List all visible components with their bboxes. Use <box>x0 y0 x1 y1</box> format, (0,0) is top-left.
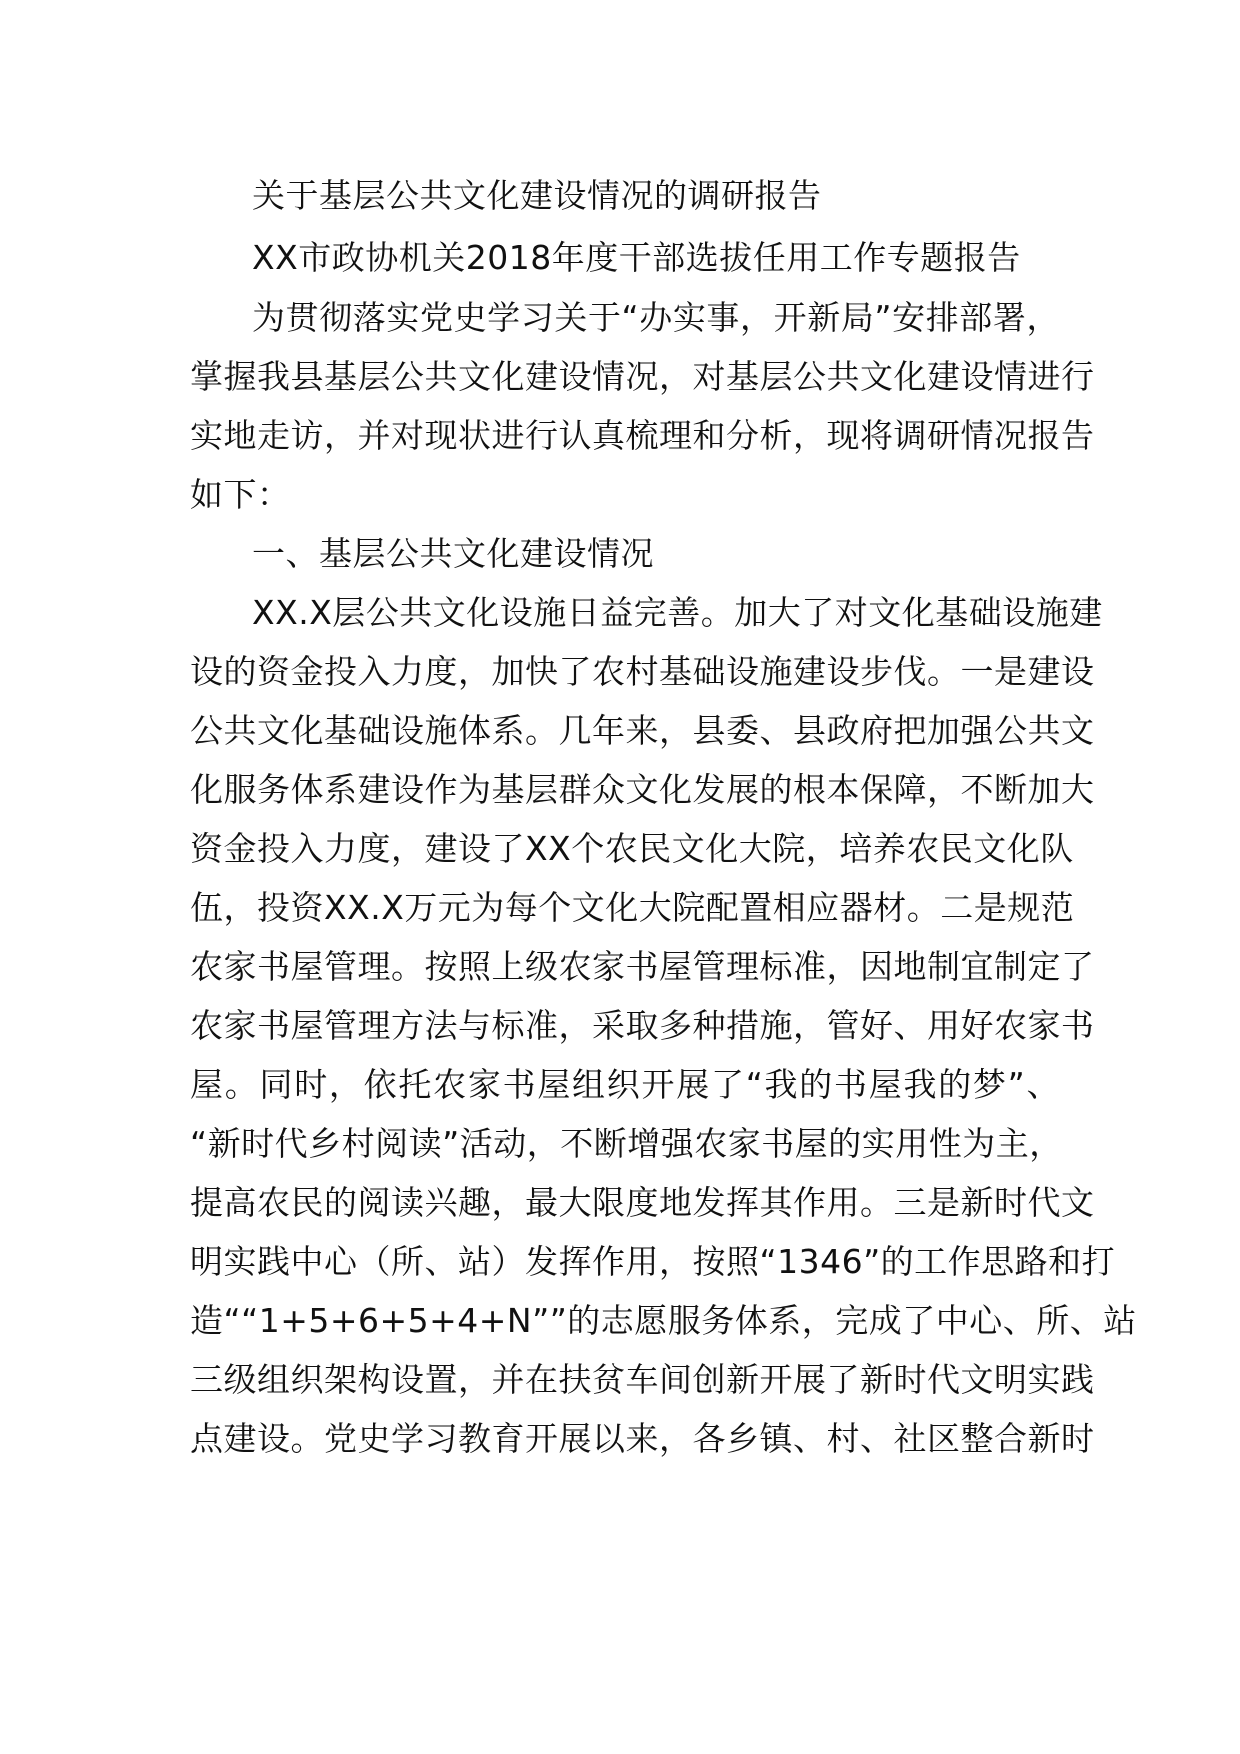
body-line: 化服务体系建设作为基层群众文化发展的根本保障，不断加大 <box>190 770 1095 809</box>
body-line: 伍，投资XX.X万元为每个文化大院配置相应器材。二是规范 <box>190 888 1075 927</box>
intro-line: 掌握我县基层公共文化建设情况，对基层公共文化建设情进行 <box>190 357 1095 396</box>
body-line: 点建设。党史学习教育开展以来，各乡镇、村、社区整合新时 <box>190 1419 1095 1458</box>
body-line: XX.X层公共文化设施日益完善。加大了对文化基础设施建 <box>252 593 1103 632</box>
body-line: 明实践中心（所、站）发挥作用，按照“1346”的工作思路和打 <box>190 1242 1116 1281</box>
body-line: 屋。同时，依托农家书屋组织开展了“我的书屋我的梦”、 <box>190 1065 1060 1104</box>
body-line: 资金投入力度，建设了XX个农民文化大院，培养农民文化队 <box>190 829 1074 868</box>
body-line: 农家书屋管理方法与标准，采取多种措施，管好、用好农家书 <box>190 1006 1095 1045</box>
section-heading: 一、基层公共文化建设情况 <box>252 534 654 573</box>
body-line: 设的资金投入力度，加快了农村基础设施建设步伐。一是建设 <box>190 652 1095 691</box>
body-line: 三级组织架构设置，并在扶贫车间创新开展了新时代文明实践 <box>190 1360 1095 1399</box>
document-subtitle: XX市政协机关2018年度干部选拔任用工作专题报告 <box>252 238 1021 277</box>
body-line: 造““1+5+6+5+4+N””的志愿服务体系，完成了中心、所、站 <box>190 1301 1137 1340</box>
intro-line: 实地走访，并对现状进行认真梳理和分析，现将调研情况报告 <box>190 416 1095 455</box>
document-title: 关于基层公共文化建设情况的调研报告 <box>252 176 822 215</box>
body-line: 农家书屋管理。按照上级农家书屋管理标准，因地制宜制定了 <box>190 947 1095 986</box>
body-line: “新时代乡村阅读”活动，不断增强农家书屋的实用性为主， <box>190 1124 1063 1163</box>
body-line: 提高农民的阅读兴趣，最大限度地发挥其作用。三是新时代文 <box>190 1183 1095 1222</box>
intro-line: 为贯彻落实党史学习关于“办实事，开新局”安排部署， <box>252 298 1060 337</box>
body-line: 公共文化基础设施体系。几年来，县委、县政府把加强公共文 <box>190 711 1095 750</box>
intro-line: 如下： <box>190 475 291 514</box>
